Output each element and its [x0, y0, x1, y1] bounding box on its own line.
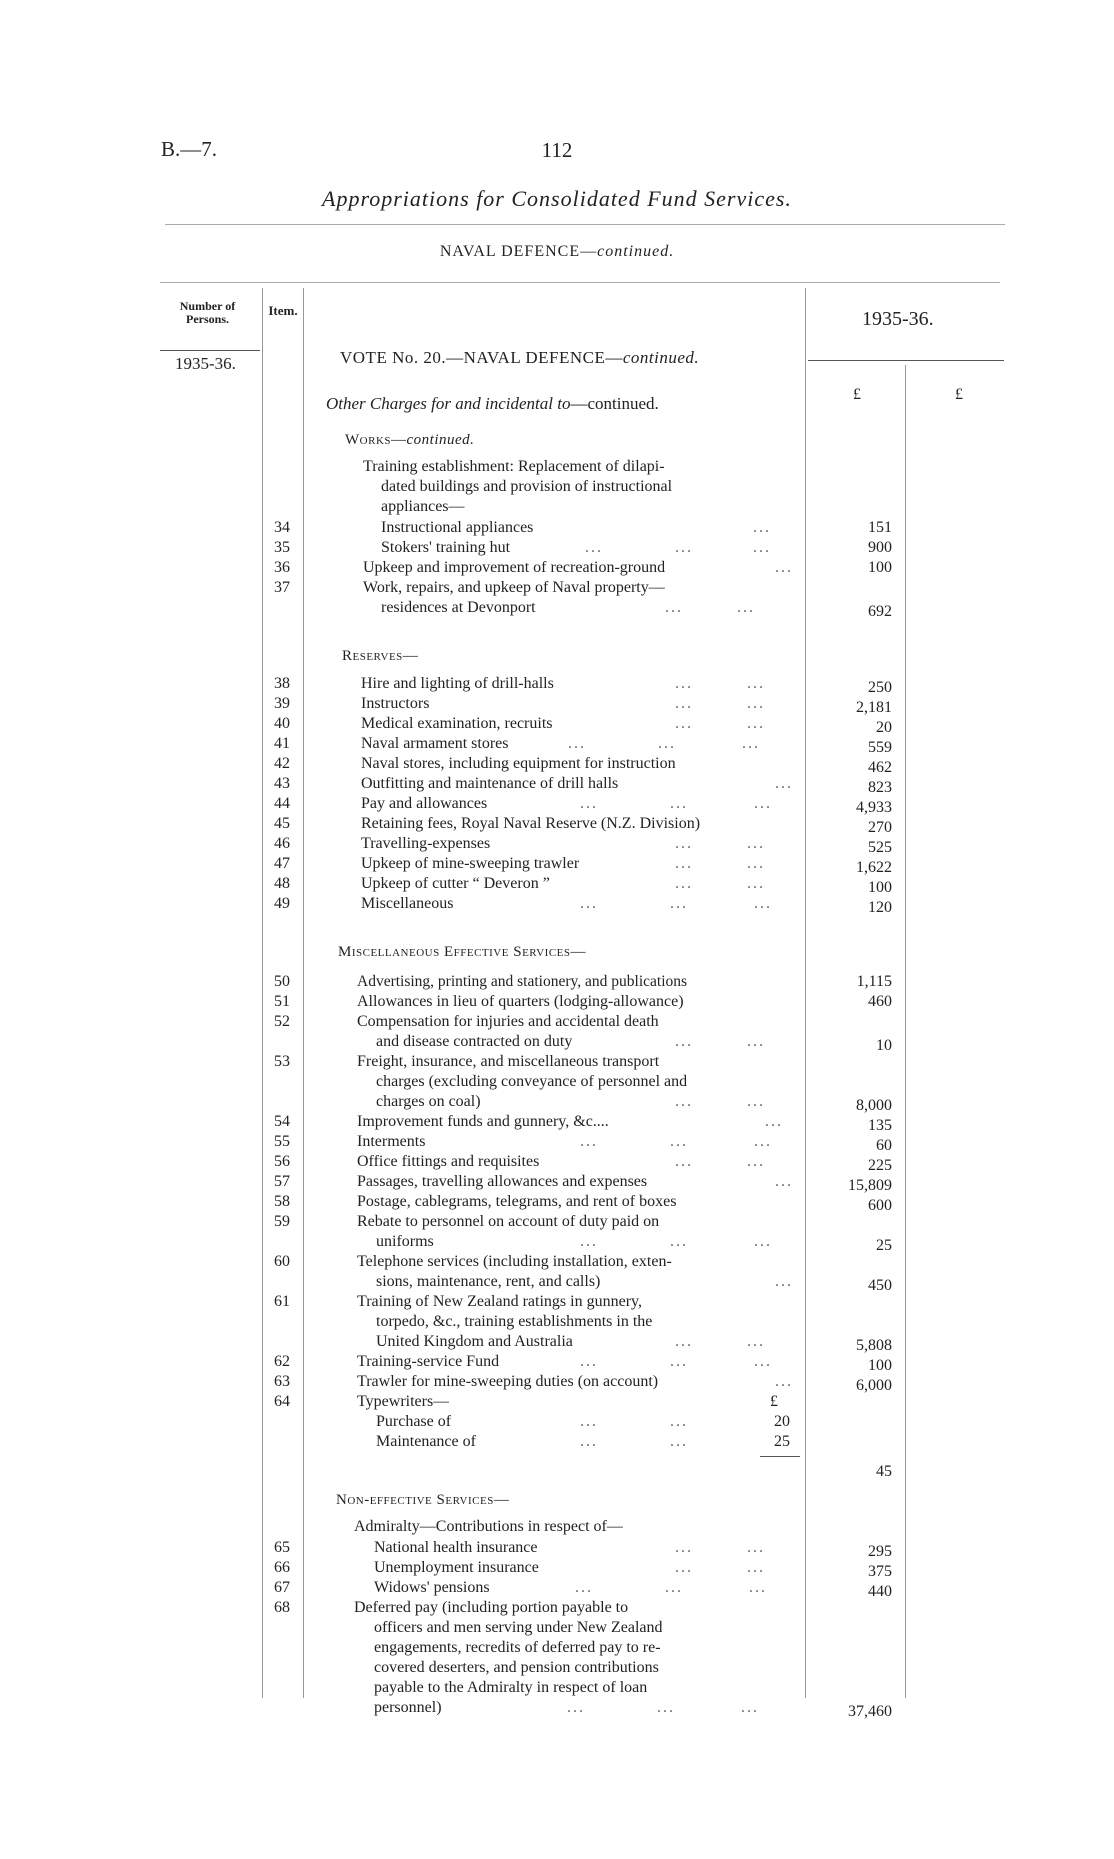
leader-dots: ... ...: [675, 1153, 765, 1170]
item-number: 65: [274, 1539, 290, 1556]
item-amount: 5,808: [856, 1337, 892, 1354]
item-description: personnel): [374, 1699, 442, 1716]
table-row: [0, 1698, 1114, 1718]
item-amount: 270: [868, 819, 892, 836]
item-amount: 135: [868, 1117, 892, 1134]
item-number: 49: [274, 895, 290, 912]
item-description: Office fittings and requisites: [357, 1153, 540, 1170]
leader-dots: ... ...: [675, 1333, 765, 1350]
table-row: [0, 598, 1114, 618]
pound-sign-2: £: [955, 386, 963, 403]
item-description: National health insurance: [374, 1539, 538, 1556]
item-description: Miscellaneous: [361, 895, 454, 912]
item-amount: 2,181: [856, 699, 892, 716]
table-row: [0, 1012, 1114, 1032]
table-row: [0, 1618, 1114, 1638]
table-row: [0, 754, 1114, 774]
item-amount: 6,000: [856, 1377, 892, 1394]
item-amount: 37,460: [848, 1703, 892, 1720]
item-description: officers and men serving under New Zealand: [374, 1619, 663, 1636]
reserves-section-heading: Reserves—: [342, 648, 419, 664]
leader-dots: ... ... ...: [585, 539, 771, 556]
table-row: [0, 1638, 1114, 1658]
typewriters-purchase-label: Purchase of: [376, 1413, 452, 1430]
item-description: covered deserters, and pension contributions: [374, 1659, 659, 1676]
leader-dots: ... ...: [675, 835, 765, 852]
persons-year: 1935-36.: [175, 354, 236, 373]
admiralty-intro: Admiralty—Contributions in respect of—: [354, 1518, 623, 1535]
item-number: 46: [274, 835, 290, 852]
leader-dots: ...: [775, 1273, 793, 1290]
item-description: Stokers' training hut: [381, 539, 511, 556]
page-title: Appropriations for Consolidated Fund Services.: [322, 186, 792, 211]
item-description: Upkeep of cutter “ Deveron ”: [361, 875, 550, 892]
item-description: Freight, insurance, and miscellaneous transport: [357, 1053, 660, 1070]
item-amount: 8,000: [856, 1097, 892, 1114]
item-number: 37: [274, 579, 290, 596]
item-description: Travelling-expenses: [361, 835, 491, 852]
table-row: [0, 714, 1114, 734]
item-number: 44: [274, 795, 290, 812]
item-number: 34: [274, 519, 290, 536]
table-row: [0, 1232, 1114, 1252]
item-description: residences at Devonport: [381, 599, 536, 616]
table-row: [0, 1272, 1114, 1292]
year-column-header: 1935-36.: [862, 308, 934, 330]
item-amount: 295: [868, 1543, 892, 1560]
item-number: 50: [274, 973, 290, 990]
persons-rule: [160, 350, 260, 351]
year-rule: [808, 360, 1004, 361]
item-number: 45: [274, 815, 290, 832]
item-amount: 225: [868, 1157, 892, 1174]
leader-dots: ... ...: [675, 1093, 765, 1110]
table-row: [0, 1432, 1114, 1452]
item-amount: 20: [876, 719, 892, 736]
item-number: 38: [274, 675, 290, 692]
table-row: [0, 1392, 1114, 1412]
item-description: Instructors: [361, 695, 430, 712]
item-number: 36: [274, 559, 290, 576]
leader-dots: ...: [753, 519, 771, 536]
leader-dots: ...: [775, 775, 793, 792]
leader-dots: ... ... ...: [580, 1233, 772, 1250]
header-top-rule: [160, 282, 1000, 283]
item-description: Naval armament stores: [361, 735, 509, 752]
table-row: [0, 1658, 1114, 1678]
leader-dots: ... ...: [675, 715, 765, 732]
typewriters-purchase-amount: 20: [774, 1413, 790, 1430]
table-row: [0, 558, 1114, 578]
item-description: Outfitting and maintenance of drill halls: [361, 775, 619, 792]
leader-dots: ... ...: [675, 1559, 765, 1576]
table-row: [0, 1252, 1114, 1272]
item-number: 53: [274, 1053, 290, 1070]
item-amount: 900: [868, 539, 892, 556]
item-number: 35: [274, 539, 290, 556]
section-subtitle: NAVAL DEFENCE—continued.: [439, 243, 675, 260]
item-description: Upkeep of mine-sweeping trawler: [361, 855, 580, 872]
item-description: Training of New Zealand ratings in gunnery,: [357, 1293, 642, 1310]
item-description: Upkeep and improvement of recreation-ground: [363, 559, 666, 576]
leader-dots: ... ... ...: [568, 735, 760, 752]
item-amount: 559: [868, 739, 892, 756]
item-amount: 60: [876, 1137, 892, 1154]
item-amount: 450: [868, 1277, 892, 1294]
item-description: Work, repairs, and upkeep of Naval property—: [363, 579, 665, 596]
leader-dots: ...: [775, 559, 793, 576]
table-row: [0, 1558, 1114, 1578]
table-row: [0, 1112, 1114, 1132]
leader-dots: ... ... ...: [575, 1579, 767, 1596]
works-section-heading: Works—continued.: [345, 432, 475, 448]
item-amount: 460: [868, 993, 892, 1010]
other-charges-heading: Other Charges for and incidental to—continued.: [326, 394, 659, 413]
table-row: [0, 1192, 1114, 1212]
item-description: charges on coal): [376, 1093, 481, 1110]
table-row: [0, 874, 1114, 894]
item-amount: 375: [868, 1563, 892, 1580]
item-number: 62: [274, 1353, 290, 1370]
item-description: Pay and allowances: [361, 795, 488, 812]
item-number: 63: [274, 1373, 290, 1390]
item-number: 55: [274, 1133, 290, 1150]
item-number: 59: [274, 1213, 290, 1230]
leader-dots: ...: [765, 1113, 783, 1130]
item-description: Rebate to personnel on account of duty paid on: [357, 1213, 660, 1230]
table-row: [0, 1132, 1114, 1152]
table-row: [0, 1332, 1114, 1352]
item-header: Item.: [268, 303, 298, 318]
item-amount: 440: [868, 1583, 892, 1600]
table-row: [0, 834, 1114, 854]
table-row: [0, 1598, 1114, 1618]
item-number: 43: [274, 775, 290, 792]
item-number: 66: [274, 1559, 290, 1576]
typewriters-pound-sign: £: [770, 1393, 778, 1410]
table-row: [0, 1372, 1114, 1392]
item-amount: 25: [876, 1237, 892, 1254]
item-number: 41: [274, 735, 290, 752]
leader-dots: ... ... ...: [567, 1699, 759, 1716]
item-description: Interments: [357, 1133, 426, 1150]
item-number: 68: [274, 1599, 290, 1616]
leader-dots: ... ... ...: [580, 1353, 772, 1370]
typewriters-maintenance-label: Maintenance of: [376, 1433, 476, 1450]
item-number: 64: [274, 1393, 290, 1410]
table-row: [0, 1052, 1114, 1072]
table-row: [0, 774, 1114, 794]
leader-dots: ... ... ...: [580, 895, 772, 912]
misc-section-heading: Miscellaneous Effective Services—: [338, 944, 587, 960]
item-description: and disease contracted on duty: [376, 1033, 573, 1050]
table-row: [0, 1352, 1114, 1372]
table-row: [0, 538, 1114, 558]
leader-dots: ... ...: [675, 875, 765, 892]
item-number: 42: [274, 755, 290, 772]
table-row: [0, 1072, 1114, 1092]
training-intro-line: appliances—: [381, 498, 465, 515]
leader-dots: ... ...: [675, 1539, 765, 1556]
item-description: United Kingdom and Australia: [376, 1333, 573, 1350]
item-number: 39: [274, 695, 290, 712]
item-description: uniforms: [376, 1233, 434, 1250]
item-amount: 525: [868, 839, 892, 856]
item-description: Compensation for injuries and accidental death: [357, 1013, 659, 1030]
table-row: [0, 1462, 1114, 1482]
vote-heading: VOTE No. 20.—NAVAL DEFENCE—continued.: [340, 348, 700, 367]
page-number: 112: [541, 138, 573, 162]
item-description: Passages, travelling allowances and expenses: [357, 1173, 648, 1190]
table-row: [0, 734, 1114, 754]
item-amount: 10: [876, 1037, 892, 1054]
item-amount: 1,622: [856, 859, 892, 876]
item-description: Training-service Fund: [357, 1353, 500, 1370]
table-row: [0, 1212, 1114, 1232]
item-description: payable to the Admiralty in respect of loan: [374, 1679, 648, 1696]
item-amount: 462: [868, 759, 892, 776]
table-row: [0, 694, 1114, 714]
item-description: Naval stores, including equipment for instruction: [361, 755, 676, 772]
table-row: [0, 972, 1114, 992]
item-amount: 250: [868, 679, 892, 696]
item-description: Deferred pay (including portion payable to: [354, 1599, 629, 1616]
item-description: sions, maintenance, rent, and calls): [376, 1273, 601, 1290]
table-row: [0, 814, 1114, 834]
item-description: Instructional appliances: [381, 519, 534, 536]
item-amount: 120: [868, 899, 892, 916]
item-description: Retaining fees, Royal Naval Reserve (N.Z. Division): [361, 815, 701, 832]
item-description: Hire and lighting of drill-halls: [361, 675, 554, 692]
item-amount: 1,115: [856, 973, 892, 990]
item-description: Advertising, printing and stationery, and publications: [357, 973, 688, 990]
training-intro-line: Training establishment: Replacement of dilapi-: [363, 458, 665, 475]
table-row: [0, 1172, 1114, 1192]
item-description: Improvement funds and gunnery, &c....: [357, 1113, 609, 1130]
typewriters-sum-rule: [760, 1456, 800, 1457]
item-amount: 692: [868, 603, 892, 620]
table-row: [0, 794, 1114, 814]
leader-dots: ... ... ...: [580, 1133, 772, 1150]
item-amount: 600: [868, 1197, 892, 1214]
title-rule: [165, 224, 1005, 225]
leader-dots: ... ...: [675, 1033, 765, 1050]
typewriters-maintenance-amount: 25: [774, 1433, 790, 1450]
item-number: 57: [274, 1173, 290, 1190]
item-description: Widows' pensions: [374, 1579, 490, 1596]
item-description: Postage, cablegrams, telegrams, and rent of boxes: [357, 1193, 677, 1210]
pound-sign-1: £: [853, 386, 861, 403]
table-row: [0, 1152, 1114, 1172]
item-number: 51: [274, 993, 290, 1010]
item-description: Unemployment insurance: [374, 1559, 539, 1576]
item-number: 54: [274, 1113, 290, 1130]
table-row: [0, 518, 1114, 538]
leader-dots: ...: [775, 1373, 793, 1390]
item-number: 60: [274, 1253, 290, 1270]
table-row: [0, 854, 1114, 874]
leader-dots: ... ...: [580, 1413, 688, 1430]
leader-dots: ... ...: [675, 695, 765, 712]
item-description: Medical examination, recruits: [361, 715, 553, 732]
table-row: [0, 1678, 1114, 1698]
table-row: [0, 1412, 1114, 1432]
item-number: 58: [274, 1193, 290, 1210]
leader-dots: ... ...: [665, 599, 755, 616]
item-amount: 823: [868, 779, 892, 796]
item-description: Trawler for mine-sweeping duties (on account): [357, 1373, 659, 1390]
item-description: charges (excluding conveyance of personnel and: [376, 1073, 688, 1090]
item-description: Telephone services (including installation, exten-: [357, 1253, 672, 1270]
item-amount: 100: [868, 1357, 892, 1374]
table-row: [0, 1292, 1114, 1312]
item-amount: 45: [876, 1463, 892, 1480]
item-number: 40: [274, 715, 290, 732]
item-number: 56: [274, 1153, 290, 1170]
table-row: [0, 1538, 1114, 1558]
item-number: 52: [274, 1013, 290, 1030]
item-description: Allowances in lieu of quarters (lodging-allowance): [357, 993, 684, 1010]
item-amount: 100: [868, 879, 892, 896]
item-number: 47: [274, 855, 290, 872]
item-description: Typewriters—: [357, 1393, 450, 1410]
leader-dots: ... ... ...: [580, 795, 772, 812]
table-row: [0, 992, 1114, 1012]
number-of-persons-header: Number of Persons.: [179, 299, 236, 326]
item-number: 61: [274, 1293, 290, 1310]
table-row: [0, 1578, 1114, 1598]
training-intro-line: dated buildings and provision of instructional: [381, 478, 673, 495]
table-row: [0, 1312, 1114, 1332]
leader-dots: ... ...: [675, 855, 765, 872]
item-amount: 100: [868, 559, 892, 576]
leader-dots: ...: [775, 1173, 793, 1190]
leader-dots: ... ...: [675, 675, 765, 692]
item-number: 67: [274, 1579, 290, 1596]
item-description: torpedo, &c., training establishments in the: [376, 1313, 653, 1330]
item-description: engagements, recredits of deferred pay to re-: [374, 1639, 661, 1656]
item-amount: 15,809: [848, 1177, 892, 1194]
document-reference: B.—7.: [161, 137, 218, 161]
leader-dots: ... ...: [580, 1433, 688, 1450]
item-number: 48: [274, 875, 290, 892]
item-amount: 151: [868, 519, 892, 536]
table-row: [0, 1092, 1114, 1112]
table-row: [0, 894, 1114, 914]
table-row: [0, 578, 1114, 598]
noneffective-section-heading: Non-effective Services—: [336, 1492, 510, 1508]
item-amount: 4,933: [856, 799, 892, 816]
table-row: [0, 1032, 1114, 1052]
table-row: [0, 674, 1114, 694]
